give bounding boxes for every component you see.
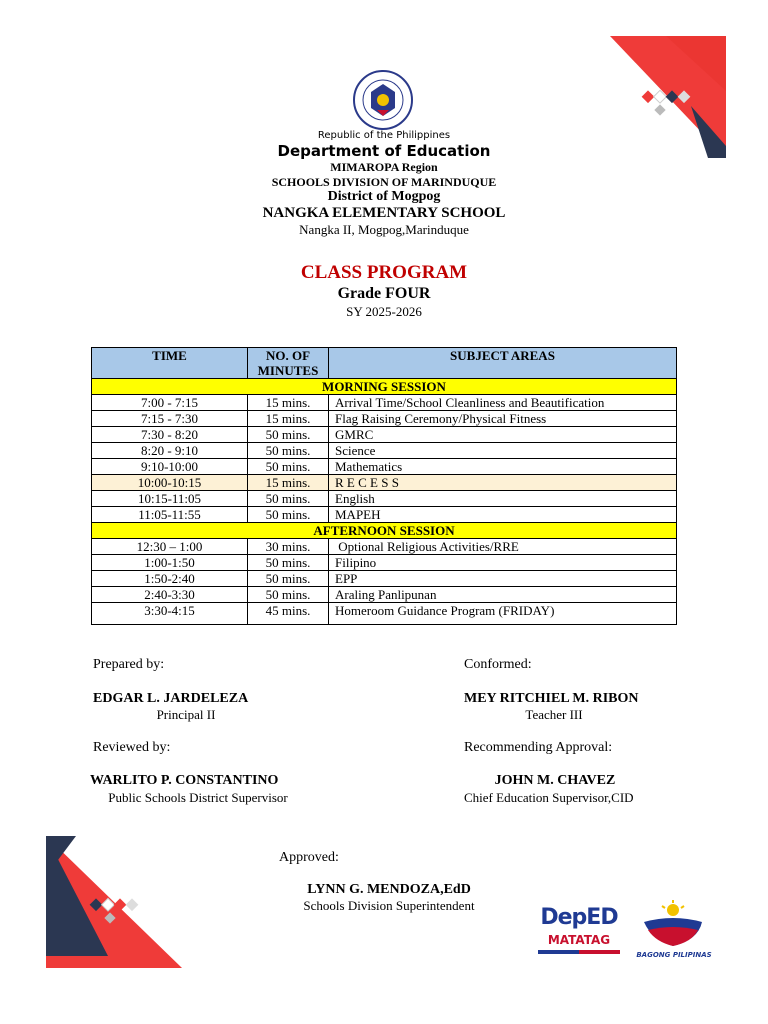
- subject-cell: Optional Religious Activities/RRE: [329, 539, 677, 555]
- recommending-name: JOHN M. CHAVEZ: [494, 773, 616, 788]
- afternoon-session-row: [92, 523, 677, 539]
- department-text: Department of Education: [277, 142, 491, 160]
- time-cell: 12:30 – 1:00: [92, 539, 248, 555]
- bagong-pilipinas-logo-icon: [640, 900, 706, 950]
- bagong-pilipinas-text: BAGONG PILIPINAS: [636, 951, 712, 959]
- minutes-cell: 45 mins.: [248, 603, 329, 625]
- reviewed-label: Reviewed by:: [93, 740, 171, 755]
- corner-decoration-bottom-left: [46, 836, 186, 968]
- minutes-cell: 30 mins.: [248, 539, 329, 555]
- time-cell: 7:30 - 8:20: [92, 427, 248, 443]
- school-year: SY 2025-2026: [346, 304, 422, 319]
- table-row: [92, 507, 677, 523]
- table-row: [92, 427, 677, 443]
- table-row: [92, 459, 677, 475]
- page-title: CLASS PROGRAM: [300, 262, 468, 283]
- time-cell: 7:00 - 7:15: [92, 395, 248, 411]
- minutes-cell: 15 mins.: [248, 395, 329, 411]
- reviewed-name: WARLITO P. CONSTANTINO: [90, 773, 279, 788]
- district-text: District of Mogpog: [327, 189, 441, 204]
- approved-title: Schools Division Superintendent: [303, 898, 475, 913]
- table-row: [92, 443, 677, 459]
- minutes-cell: 50 mins.: [248, 507, 329, 523]
- conformed-title: Teacher III: [525, 707, 583, 722]
- header-subject: SUBJECT AREAS: [329, 348, 677, 379]
- matatag-text: MATATAG: [547, 933, 611, 947]
- time-cell: 2:40-3:30: [92, 587, 248, 603]
- minutes-cell: 15 mins.: [248, 411, 329, 427]
- republic-text: Republic of the Philippines: [317, 130, 451, 141]
- minutes-cell: 50 mins.: [248, 427, 329, 443]
- minutes-cell: 50 mins.: [248, 587, 329, 603]
- prepared-label: Prepared by:: [93, 657, 165, 672]
- deped-seal-icon: [353, 70, 413, 130]
- class-program-table: [91, 347, 677, 625]
- time-cell: 8:20 - 9:10: [92, 443, 248, 459]
- deped-matatag-logo: [534, 906, 624, 964]
- region-text: MIMAROPA Region: [330, 160, 438, 174]
- table-row: [92, 587, 677, 603]
- morning-session-label: MORNING SESSION: [92, 379, 677, 395]
- minutes-cell: 50 mins.: [248, 459, 329, 475]
- time-cell: 7:15 - 7:30: [92, 411, 248, 427]
- table-row: [92, 571, 677, 587]
- header-minutes: NO. OF MINUTES: [248, 348, 329, 379]
- school-address: Nangka II, Mogpog,Marinduque: [299, 222, 469, 237]
- reviewed-title: Public Schools District Supervisor: [108, 790, 288, 805]
- time-cell: 1:00-1:50: [92, 555, 248, 571]
- table-row: [92, 539, 677, 555]
- table-row: [92, 603, 677, 625]
- approved-label: Approved:: [279, 850, 339, 865]
- approved-name: LYNN G. MENDOZA,EdD: [307, 882, 471, 897]
- subject-cell: MAPEH: [329, 507, 677, 523]
- grade-label: Grade FOUR: [337, 285, 431, 302]
- subject-cell: Homeroom Guidance Program (FRIDAY): [329, 603, 677, 625]
- table-row: [92, 395, 677, 411]
- subject-cell: Filipino: [329, 555, 677, 571]
- recommending-label: Recommending Approval:: [464, 740, 613, 755]
- minutes-cell: 15 mins.: [248, 475, 329, 491]
- prepared-name: EDGAR L. JARDELEZA: [93, 691, 249, 706]
- subject-cell: Mathematics: [329, 459, 677, 475]
- time-cell: 10:00-10:15: [92, 475, 248, 491]
- conformed-name: MEY RITCHIEL M. RIBON: [464, 691, 639, 706]
- division-text: SCHOOLS DIVISION OF MARINDUQUE: [271, 175, 497, 189]
- prepared-title: Principal II: [156, 707, 216, 722]
- minutes-cell: 50 mins.: [248, 443, 329, 459]
- time-cell: 9:10-10:00: [92, 459, 248, 475]
- table-header-row: [92, 348, 677, 379]
- time-cell: 11:05-11:55: [92, 507, 248, 523]
- minutes-cell: 50 mins.: [248, 555, 329, 571]
- school-name: NANGKA ELEMENTARY SCHOOL: [262, 205, 506, 221]
- subject-cell: English: [329, 491, 677, 507]
- header-time: TIME: [92, 348, 248, 379]
- minutes-cell: 50 mins.: [248, 491, 329, 507]
- time-cell: 3:30-4:15: [92, 603, 248, 625]
- subject-cell: Flag Raising Ceremony/Physical Fitness: [329, 411, 677, 427]
- table-row: [92, 491, 677, 507]
- subject-cell: Araling Panlipunan: [329, 587, 677, 603]
- subject-cell: Science: [329, 443, 677, 459]
- subject-cell: EPP: [329, 571, 677, 587]
- minutes-cell: 50 mins.: [248, 571, 329, 587]
- recommending-title: Chief Education Supervisor,CID: [464, 790, 634, 805]
- subject-cell: R E C E S S: [329, 475, 677, 491]
- conformed-label: Conformed:: [464, 657, 532, 672]
- table-row: [92, 411, 677, 427]
- time-cell: 10:15-11:05: [92, 491, 248, 507]
- time-cell: 1:50-2:40: [92, 571, 248, 587]
- subject-cell: Arrival Time/School Cleanliness and Beautification: [329, 395, 677, 411]
- morning-session-row: [92, 379, 677, 395]
- recess-row: [92, 475, 677, 491]
- subject-cell: GMRC: [329, 427, 677, 443]
- afternoon-session-label: AFTERNOON SESSION: [92, 523, 677, 539]
- deped-logo-text: DepED: [540, 905, 618, 930]
- table-row: [92, 555, 677, 571]
